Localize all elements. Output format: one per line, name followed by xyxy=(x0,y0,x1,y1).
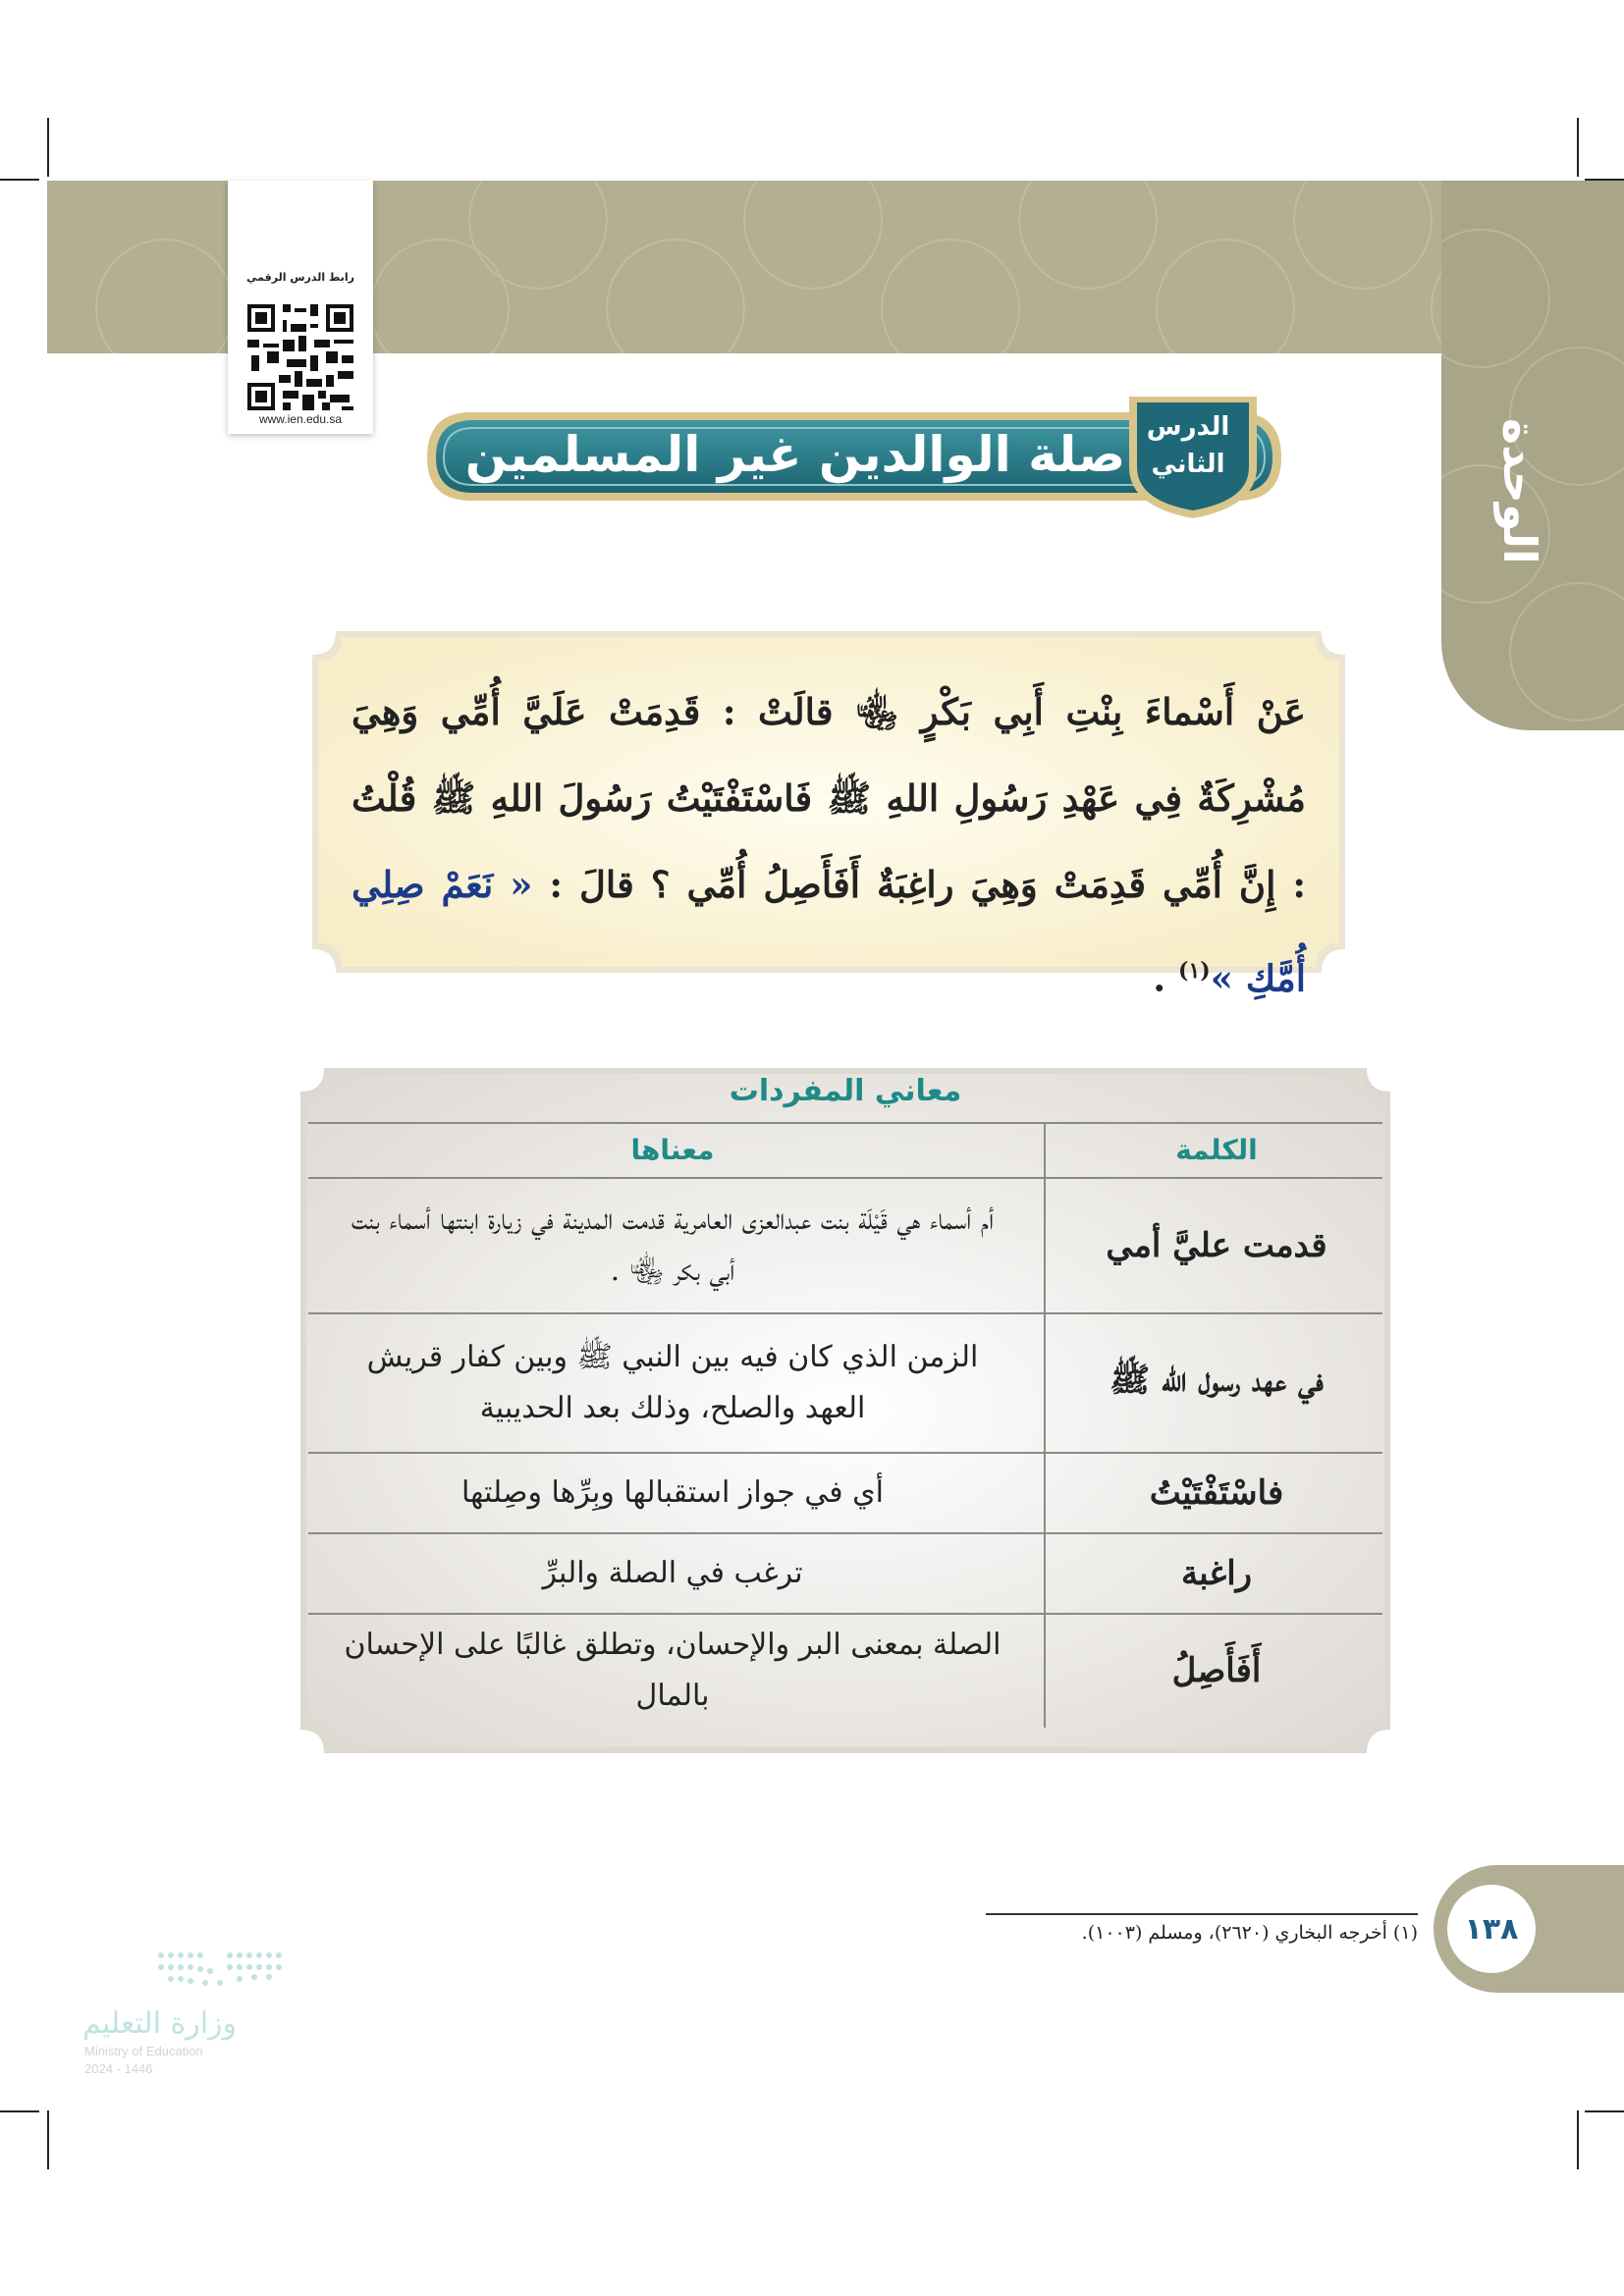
table-row-word: قدمت عليَّ أمي xyxy=(1106,1226,1327,1265)
qr-code-icon[interactable] xyxy=(244,300,357,414)
ministry-name-ar: وزارة التعليم xyxy=(82,2006,238,2041)
column-header-word: الكلمة xyxy=(1175,1134,1258,1166)
footnote: (١) أخرجه البخاري (٢٦٢٠)، ومسلم (١٠٠٣). xyxy=(1081,1922,1418,1944)
table-row-word: فاسْتَفْتَيْتُ xyxy=(1149,1473,1284,1513)
table-row-meaning: ترغب في الصلة والبرِّ xyxy=(542,1556,803,1590)
qr-card[interactable] xyxy=(228,181,373,434)
qr-url[interactable]: www.ien.edu.sa xyxy=(258,412,343,426)
crop-mark xyxy=(0,179,39,181)
vocabulary-title: معاني المفردات xyxy=(729,1074,962,1108)
hadith-text xyxy=(352,668,1306,1021)
lesson-tag xyxy=(1129,408,1247,483)
table-row-word: أَفَأَصِلُ xyxy=(1171,1651,1262,1690)
table-row-meaning: أم أسماء هي قَيْلَة بنت عبدالعزى العامرية قدمت المدينة في زيارة ابنتها أسماء بنت أبي بكر ﵄ . xyxy=(351,1202,995,1288)
lesson-banner xyxy=(412,391,1316,518)
crop-mark xyxy=(47,2110,49,2169)
ministry-dots-icon xyxy=(82,1942,298,2001)
footnote-ref[interactable]: (١) xyxy=(1178,958,1211,984)
vocabulary-table xyxy=(300,1068,1390,1753)
lesson-tag-line2: الثاني xyxy=(1151,450,1225,479)
unit-title: الوحدة الأولى xyxy=(1356,417,1546,564)
qr-label: رابط الدرس الرقمي xyxy=(246,271,354,284)
hadith-end: . xyxy=(1153,956,1166,1000)
page-number-tab xyxy=(1434,1865,1624,1993)
lesson-title: صلة الوالدين غير المسلمين xyxy=(464,426,1126,483)
page-number-circle xyxy=(1447,1885,1536,1973)
table-row-meaning: أي في جواز استقبالها وبِرِّها وصِلتها xyxy=(461,1475,884,1510)
crop-mark xyxy=(0,2110,39,2112)
crop-mark xyxy=(1577,2110,1579,2169)
footnote-divider xyxy=(986,1913,1418,1915)
table-row-word: في عهد رسول الله ﷺ xyxy=(1110,1360,1324,1400)
crop-mark xyxy=(1585,2110,1624,2112)
lesson-tag-line1: الدرس xyxy=(1146,412,1230,442)
crop-mark xyxy=(47,118,49,177)
table-row-meaning: الزمن الذي كان فيه بين النبي ﷺ وبين كفار قريش العهد والصلح، وذلك بعد الحديبية xyxy=(366,1340,979,1425)
ministry-year: 2024 - 1446 xyxy=(84,2061,153,2076)
table-row-word: راغبة xyxy=(1180,1554,1253,1593)
ministry-logo xyxy=(82,1942,298,2079)
crop-mark xyxy=(1577,118,1579,177)
table-row-meaning: الصلة بمعنى البر والإحسان، وتطلق غالبًا على الإحسان بالمال xyxy=(344,1628,1001,1713)
page-number: ١٣٨ xyxy=(1464,1911,1519,1947)
hadith-prophet-quote: « نَعَمْ صِلِي أُمَّكِ » xyxy=(352,863,1306,1000)
hadith-box xyxy=(312,631,1345,1000)
ministry-name-en: Ministry of Education xyxy=(84,2044,203,2058)
column-header-meaning: معناها xyxy=(630,1134,715,1166)
hadith-body: عَنْ أَسْماءَ بِنْتِ أَبِي بَكْرٍ ﵄ قالَتْ : قَدِمَتْ عَلَيَّ أُمِّي وَهِيَ مُشْرِكَةٌ فِي عَهْدِ رَسُولِ اللهِ ﷺ فَاسْتَفْتَيْتُ رَسُولَ اللهِ ﷺ قُلْتُ : إِنَّ أُمِّي قَدِمَتْ وَهِيَ راغِبَةٌ أَفَأَصِلُ أُمِّي ؟ قالَ : xyxy=(352,690,1307,906)
